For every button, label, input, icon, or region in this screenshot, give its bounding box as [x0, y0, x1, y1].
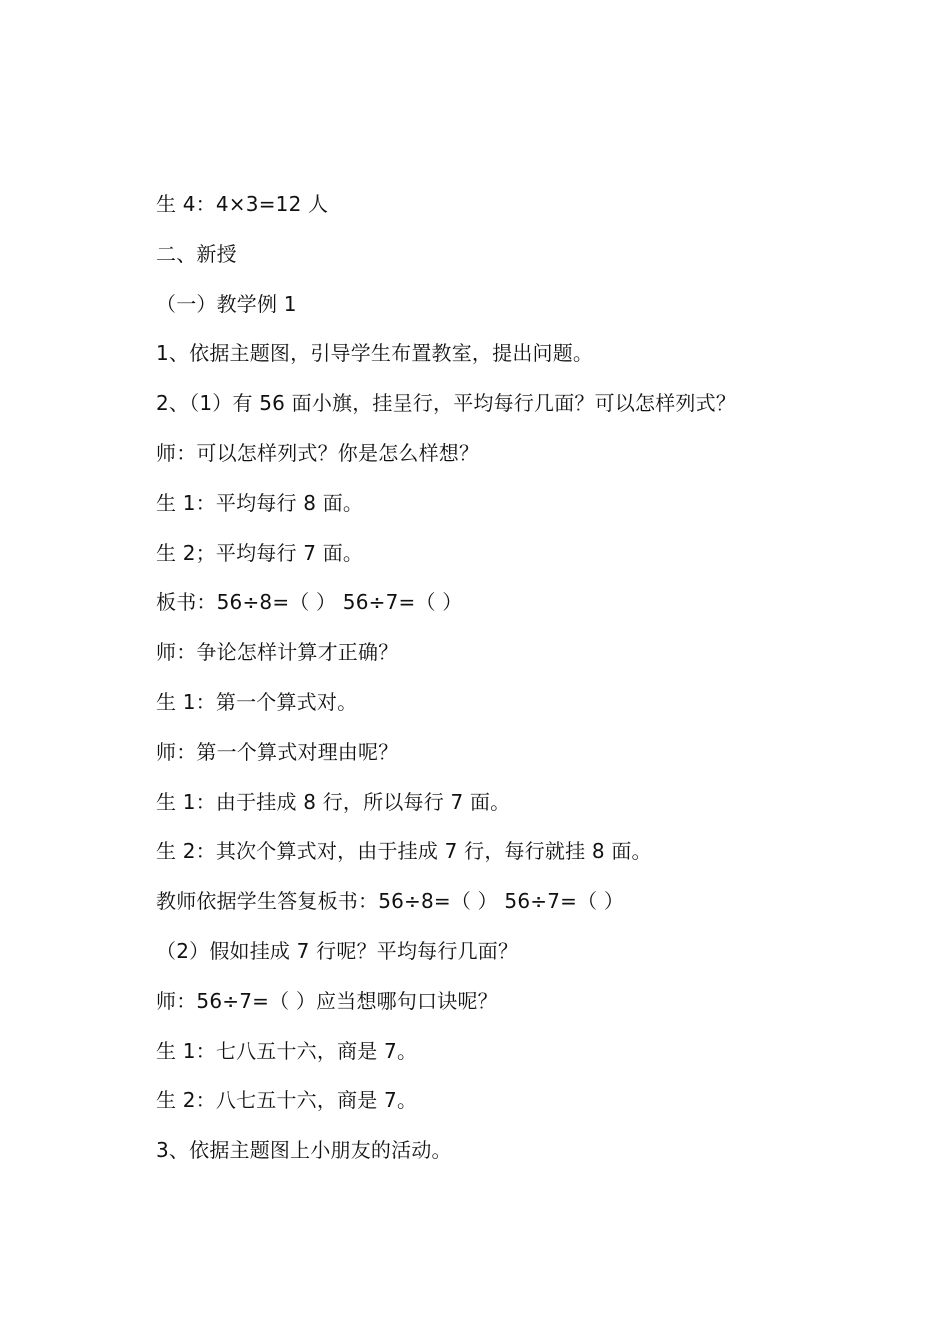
text-line: 教师依据学生答复板书：56÷8=（ ） 56÷7=（ ）	[156, 889, 625, 914]
text-line: 生 1：由于挂成 8 行，所以每行 7 面。	[156, 789, 511, 814]
subsection-heading: （一）教学例 1	[156, 291, 297, 316]
text-line: 1、依据主题图，引导学生布置教室，提出问题。	[156, 341, 594, 366]
text-line: 生 2：其次个算式对，由于挂成 7 行，每行就挂 8 面。	[156, 839, 652, 864]
text-line: 生 1：七八五十六，商是 7。	[156, 1038, 418, 1063]
text-line: 生 2：八七五十六，商是 7。	[156, 1088, 418, 1113]
text-line: 生 2；平均每行 7 面。	[156, 540, 364, 565]
text-line: 师：56÷7=（ ）应当想哪句口诀呢？	[156, 988, 498, 1013]
document-body	[156, 186, 856, 1182]
section-heading: 二、新授	[156, 241, 237, 266]
text-line: （2）假如挂成 7 行呢？平均每行几面？	[156, 938, 519, 963]
text-line: 生 4：4×3=12 人	[156, 192, 329, 216]
text-line: 师：争论怎样计算才正确？	[156, 640, 399, 665]
text-line: 板书：56÷8=（ ） 56÷7=（ ）	[156, 590, 463, 615]
text-line: 师：可以怎样列式？你是怎么样想？	[156, 440, 480, 465]
text-line: 生 1：第一个算式对。	[156, 689, 358, 714]
text-line: 3、依据主题图上小朋友的活动。	[156, 1138, 452, 1163]
text-line: 生 1：平均每行 8 面。	[156, 490, 364, 515]
text-line: 师：第一个算式对理由呢？	[156, 739, 399, 764]
text-line: 2、（1）有 56 面小旗，挂呈行，平均每行几面？可以怎样列式？	[156, 391, 737, 416]
